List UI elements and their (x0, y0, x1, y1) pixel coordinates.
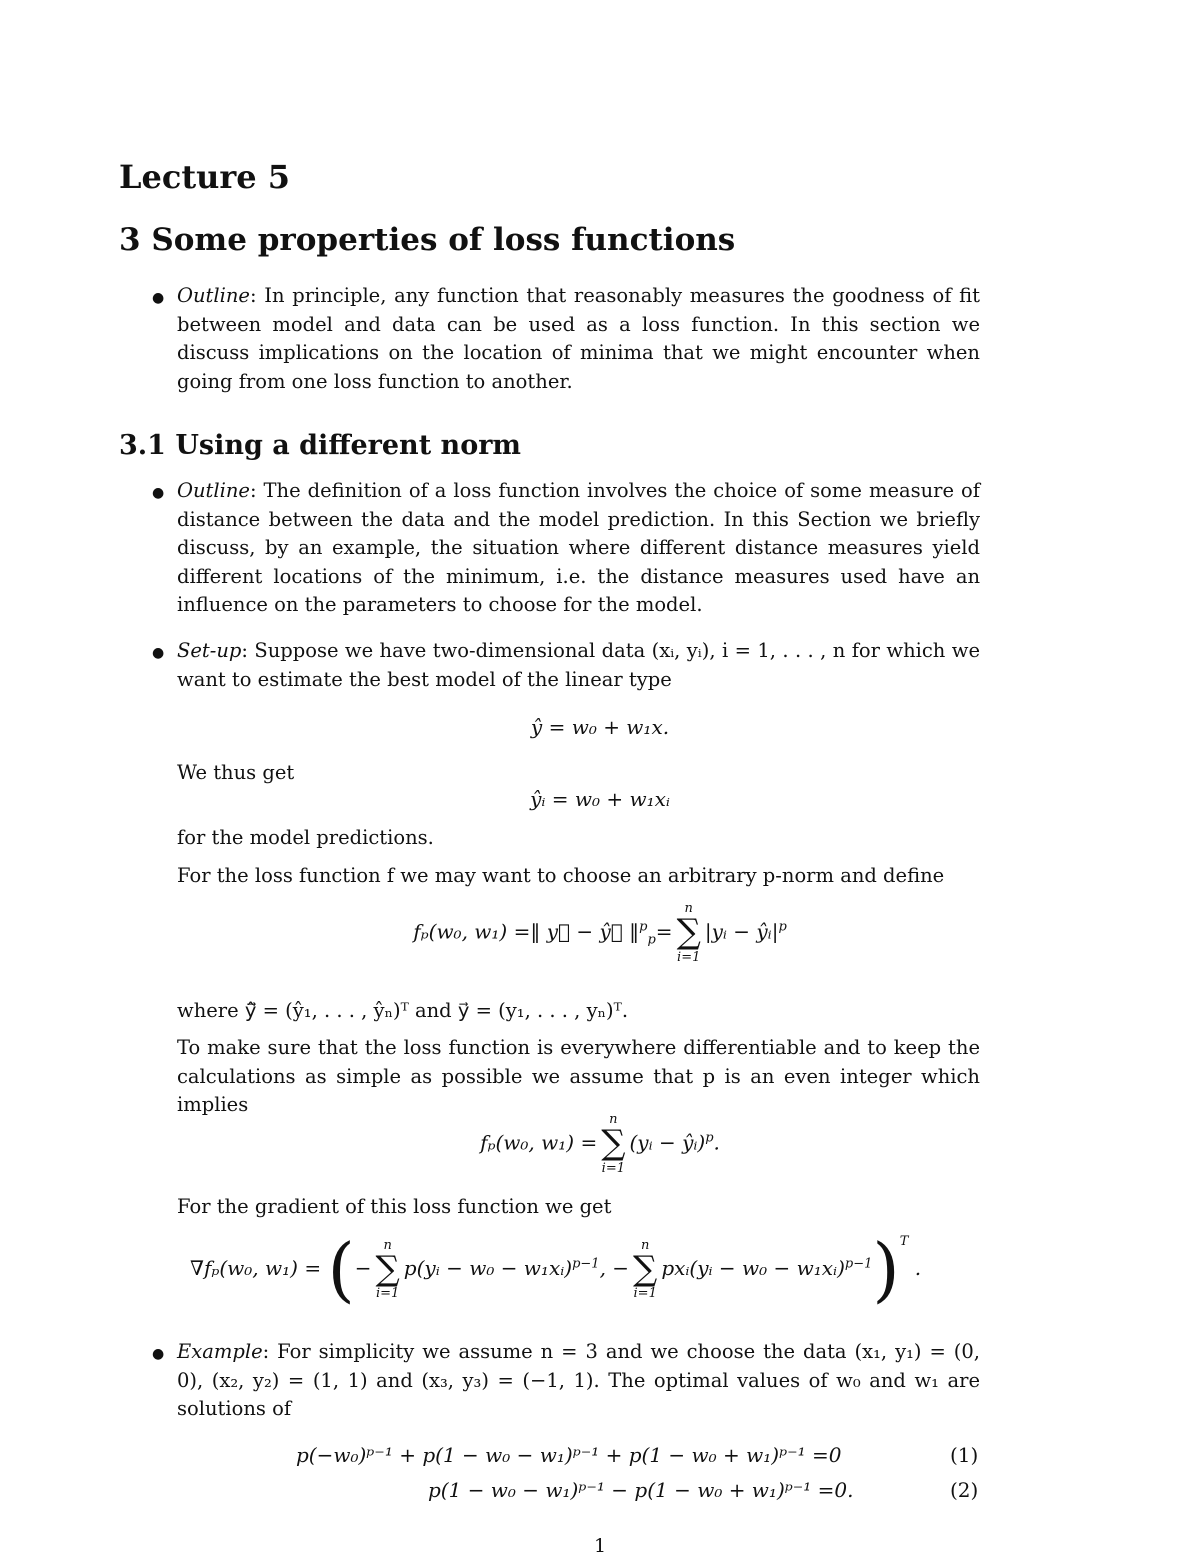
right-paren-icon: ) (872, 1228, 900, 1311)
sum-upper: n (609, 1112, 618, 1127)
sum-upper: n (383, 1237, 392, 1253)
sigma-icon: ∑ (676, 912, 701, 952)
bullet-icon: ● (152, 290, 165, 306)
eq-superscript: T (899, 1234, 909, 1249)
example-lead: Example (177, 1340, 263, 1363)
eq-subscript: p (647, 932, 656, 948)
page-number: 1 (593, 1535, 607, 1557)
equation-even-p: fₚ(w₀, w₁) = n ∑ i=1 (yᵢ − ŷᵢ)$^p$. (480, 1112, 720, 1176)
equation-2: p(1 − w₀ − w₁)ᵖ⁻¹ − p(1 − w₀ + w₁)ᵖ⁻¹ =0. (428, 1478, 854, 1502)
sigma-icon: ∑ (633, 1248, 658, 1289)
eq-norm-left: fₚ(w₀, w₁) =‖ y⃗ − ŷ⃗ ‖ (413, 919, 640, 944)
example-paragraph (177, 1338, 980, 1424)
sum-symbol (677, 902, 701, 964)
setup-lead: Set-up (177, 639, 242, 662)
eq-grad-term1: p(yᵢ − w₀ − w₁xᵢ) (403, 1256, 573, 1280)
bullet-icon: ● (152, 1346, 165, 1362)
sum-lower: i=1 (375, 1286, 400, 1302)
example-text: : For simplicity we assume n = 3 and we choose the data (x₁, y₁) = (0, 0), (x₂, y₂) = (1, 1) and (x₃, y₃) = (−1, 1). The optimal values of w₀ and w₁ are solutions of (177, 1340, 980, 1420)
equation-1: p(−w₀)ᵖ⁻¹ + p(1 − w₀ − w₁)ᵖ⁻¹ + p(1 − w₀ + w₁)ᵖ⁻¹ =0 (296, 1443, 842, 1467)
equation-model: ŷ = w₀ + w₁x. (530, 715, 670, 739)
equation-predictions: ŷᵢ = w₀ + w₁xᵢ (530, 787, 670, 811)
sigma-icon: ∑ (375, 1248, 400, 1289)
sum-symbol (376, 1239, 400, 1301)
equation-pnorm: fₚ(w₀, w₁) =‖ y⃗ − ŷ⃗ ‖$^p_p$= n ∑ i=1 |yᵢ − $ŷᵢ|^p$ (413, 901, 787, 965)
where-text: where ŷ⃗ = (ŷ₁, . . . , ŷₙ)ᵀ and y⃗ = (y₁, . . . , yₙ)ᵀ. (177, 999, 629, 1022)
eq-grad-term2: pxᵢ(yᵢ − w₀ − w₁xᵢ) (661, 1256, 845, 1280)
equation-1-number: (1) (950, 1443, 979, 1467)
lecture-title: Lecture 5 (119, 158, 291, 196)
sum-symbol (633, 1239, 657, 1301)
sum-symbol (601, 1113, 625, 1175)
pnorm-text: For the loss function f we may want to choose an arbitrary p-norm and define (177, 864, 945, 887)
sum-upper: n (684, 901, 693, 916)
eq-superscript: p (705, 1130, 714, 1146)
left-paren-icon: ( (327, 1228, 355, 1311)
bullet-icon: ● (152, 485, 165, 501)
sum-upper: n (641, 1237, 650, 1253)
eq-norm-right: |yᵢ − ŷᵢ| (704, 919, 779, 944)
sum-lower: i=1 (601, 1160, 625, 1176)
differentiable-paragraph: To make sure that the loss function is everywhere differentiable and to keep the calculations as simple as possible we assume that p is an even integer which implies (177, 1036, 980, 1116)
sec31-outline-paragraph (177, 477, 980, 620)
setup-text: : Suppose we have two-dimensional data (xᵢ, yᵢ), i = 1, . . . , n for which we want to estimate the best model of the linear type (177, 639, 980, 691)
thus-get-text: We thus get (177, 761, 295, 784)
sec3-outline-paragraph (177, 282, 980, 396)
outline-text: : The definition of a loss function involves the choice of some measure of distance between the data and the model prediction. In this Section we briefly discuss, by an example, the situation where different distance measures yield different locations of the minimum, i.e. the distance measures used have an influence on the parameters to choose for the model. (177, 479, 980, 616)
eq-superscript: p (639, 919, 648, 935)
eq-grad-left: ∇fₚ(w₀, w₁) = (190, 1256, 322, 1280)
bullet-icon: ● (152, 645, 165, 661)
subsection-title: 3.1 Using a different norm (119, 430, 521, 461)
outline-lead: Outline (177, 284, 250, 307)
sigma-icon: ∑ (601, 1123, 626, 1163)
outline-text: : In principle, any function that reasonably measures the goodness of fit between model and data can be used as a loss function. In this section we discuss implications on the location of minima that we might encounter when going from one loss function to another. (177, 284, 980, 393)
sum-lower: i=1 (633, 1286, 657, 1302)
eq-even-right: (yᵢ − ŷᵢ) (629, 1130, 706, 1155)
outline-lead: Outline (177, 479, 250, 502)
for-predictions-text: for the model predictions. (177, 826, 434, 849)
equation-2-number: (2) (950, 1478, 979, 1502)
equation-gradient: ∇fₚ(w₀, w₁) = (− n ∑ i=1 p(yᵢ − w₀ − w₁xᵢ)$^{p-1}$, − n ∑ i=1 pxᵢ(yᵢ − w₀ − w₁xᵢ)$^{p-1}$)$^T$ . (190, 1228, 922, 1311)
gradient-text: For the gradient of this loss function we get (177, 1195, 612, 1218)
eq-even-left: fₚ(w₀, w₁) = (480, 1130, 598, 1155)
eq-superscript: p−1 (844, 1256, 873, 1272)
eq-superscript: p (778, 919, 787, 935)
setup-paragraph (177, 637, 980, 694)
sum-lower: i=1 (677, 949, 701, 965)
section-title: 3 Some properties of loss functions (119, 222, 736, 258)
eq-superscript: p−1 (572, 1256, 600, 1272)
